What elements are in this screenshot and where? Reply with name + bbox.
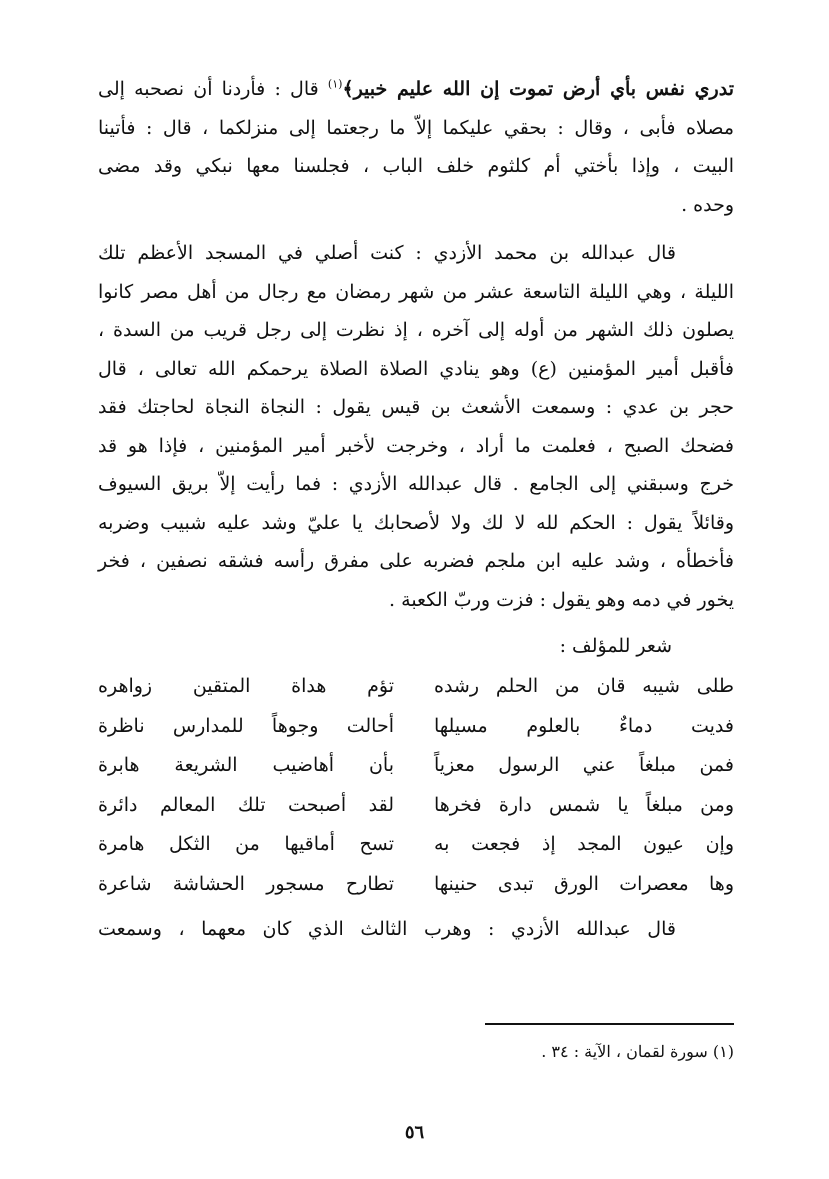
poem-title: شعر للمؤلف :	[559, 635, 672, 657]
paragraph-1-line-2: مصلاه فأبى ، وقال : بحقي عليكما إلاّ ما رجعتما إلى منزلكما ، قال : فأتينا	[98, 116, 734, 139]
poem	[98, 667, 734, 904]
page-number: ٥٦	[404, 1122, 425, 1143]
poem-verse	[98, 667, 734, 707]
paragraph-2-line-4: فأقبل أمير المؤمنين (ع) وهو ينادي الصلاة الصلاة يرحمكم الله تعالى ، قال	[98, 357, 734, 380]
page-body	[98, 70, 734, 949]
paragraph-3	[98, 910, 734, 949]
paragraph-1	[98, 70, 734, 224]
verse-second-hemistich: لقد أصبحت تلك المعالم دائرة	[98, 793, 394, 816]
paragraph-2-line-6: فضحك الصبح ، فعلمت ما أراد ، وخرجت لأخبر أمير المؤمنين ، فإذا هو قد	[98, 434, 734, 457]
paragraph-2-line-5: حجر بن عدي : وسمعت الأشعث بن قيس يقول : النجاة النجاة لحاجتك فقد	[98, 396, 734, 418]
verse-first-hemistich: ومن مبلغاً يا شمس دارة فخرها	[434, 793, 734, 816]
footnote: (١) سورة لقمان ، الآية : ٣٤ .	[541, 1042, 734, 1061]
paragraph-1-line-4: وحده .	[681, 193, 734, 216]
verse-second-hemistich: أحالت وجوهاً للمدارس ناظرة	[98, 714, 394, 737]
paragraph-3-line-1: قال عبدالله الأزدي : وهرب الثالث الذي كان معهما ، وسمعت	[98, 918, 676, 940]
paragraph-2-line-3: يصلون ذلك الشهر من أوله إلى آخره ، إذ نظرت إلى رجل قريب من السدة ،	[98, 319, 734, 341]
verse-first-hemistich: فمن مبلغاً عني الرسول معزياً	[434, 754, 734, 776]
paragraph-1-line-3: البيت ، وإذا بأختي أم كلثوم خلف الباب ، فجلسنا معها نبكي وقد مضى	[98, 155, 734, 177]
paragraph-2-line-10: يخور في دمه وهو يقول : فزت وربّ الكعبة .	[389, 588, 734, 611]
paragraph-1-line-1-rest: قال : فأردنا أن نصحبه إلى	[98, 78, 328, 100]
poem-verse	[98, 825, 734, 865]
verse-first-hemistich: وها معصرات الورق تبدى حنينها	[434, 872, 734, 895]
paragraph-2-line-7: خرج وسبقني إلى الجامع . قال عبدالله الأزدي : فما رأيت إلاّ بريق السيوف	[98, 473, 734, 495]
verse-second-hemistich: تؤم هداة المتقين زواهره	[98, 675, 394, 697]
verse-second-hemistich: تطارح مسجور الحشاشة شاعرة	[98, 872, 394, 895]
verse-first-hemistich: طلى شيبه قان من الحلم رشده	[434, 675, 734, 697]
verse-second-hemistich: تسح أماقيها من الثكل هامرة	[98, 833, 394, 855]
poem-verse	[98, 746, 734, 786]
poem-verse	[98, 865, 734, 905]
paragraph-1-line-1	[98, 70, 734, 109]
poem-verse	[98, 707, 734, 747]
footnote-separator	[485, 1023, 734, 1025]
verse-first-hemistich: فديت دماءٌ بالعلوم مسيلها	[434, 714, 734, 737]
quran-quote: تدري نفس بأي أرض تموت إن الله عليم خبير﴾	[342, 78, 734, 100]
verse-first-hemistich: وإن عيون المجد إذ فجعت به	[434, 833, 734, 855]
poem-verse	[98, 786, 734, 826]
paragraph-2-line-2: الليلة ، وهي الليلة التاسعة عشر من شهر رمضان مع رجال من أهل مصر كانوا	[98, 280, 734, 303]
paragraph-2	[98, 234, 734, 619]
paragraph-2-line-1: قال عبدالله بن محمد الأزدي : كنت أصلي في المسجد الأعظم تلك	[98, 242, 676, 264]
paragraph-2-line-8: وقائلاً يقول : الحكم لله لا لك ولا لأصحابك يا عليّ وشد عليه شبيب وضربه	[98, 511, 734, 534]
footnote-reference[interactable]: (١)	[327, 77, 343, 91]
paragraph-2-line-9: فأخطأه ، وشد عليه ابن ملجم فضربه على مفرق رأسه فشقه نصفين ، فخر	[98, 550, 734, 572]
verse-second-hemistich: بأن أهاضيب الشريعة هابرة	[98, 754, 394, 776]
